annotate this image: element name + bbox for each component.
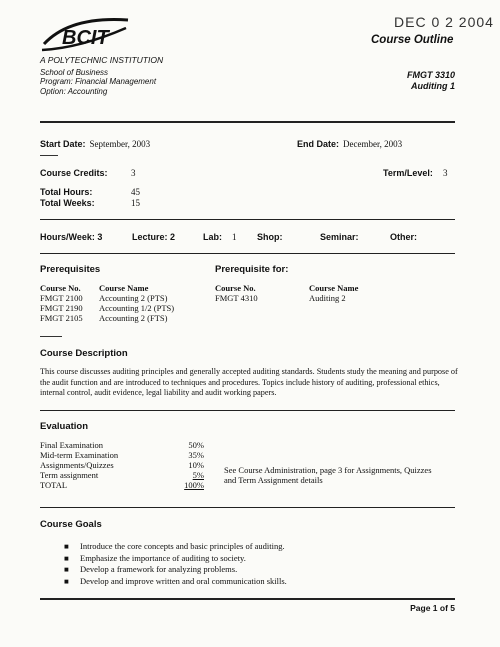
bcit-logo — [40, 14, 132, 56]
course-name-cell: Accounting 1/2 (PTS) — [99, 303, 175, 313]
goal-text: Emphasize the importance of auditing to society. — [80, 552, 246, 563]
eval-item: Assignments/Quizzes — [40, 460, 114, 470]
goals-list — [64, 541, 287, 587]
term-label: Term/Level: — [383, 168, 433, 178]
end-date-value: December, 2003 — [343, 139, 403, 149]
bullet-icon: ■ — [64, 576, 69, 586]
start-date-label: Start Date: — [40, 139, 86, 149]
table-row — [40, 460, 204, 470]
evaluation-note — [224, 465, 432, 485]
course-name: Auditing 1 — [411, 81, 455, 91]
table-header-row — [40, 283, 180, 293]
start-date-value: September, 2003 — [89, 139, 151, 149]
lab-label: Lab: — [203, 232, 222, 242]
start-date-row — [40, 134, 150, 152]
course-name-cell: Accounting 2 (FTS) — [99, 313, 168, 323]
total-hours-label: Total Hours: — [40, 187, 93, 197]
end-date-label: End Date: — [297, 139, 340, 149]
eval-item: TOTAL — [40, 480, 68, 490]
institution-tagline: A POLYTECHNIC INSTITUTION — [40, 55, 164, 65]
credits-label: Course Credits: — [40, 168, 108, 178]
course-no-cell: FMGT 2100 — [40, 293, 83, 303]
divider — [40, 598, 455, 600]
lecture-label: Lecture: 2 — [132, 232, 176, 242]
program-name: Program: Financial Management — [40, 77, 157, 86]
eval-percent: 5% — [192, 470, 204, 480]
bullet-icon: ■ — [64, 553, 69, 563]
prerequisites-title: Prerequisites — [40, 264, 101, 275]
course-name-cell: Auditing 2 — [309, 293, 346, 303]
table-row — [40, 480, 204, 490]
list-item — [64, 553, 287, 565]
eval-percent: 100% — [184, 480, 204, 490]
goal-text: Introduce the core concepts and basic principles of auditing. — [80, 541, 285, 551]
lab-value: 1 — [232, 232, 237, 242]
col-course-no: Course No. — [215, 283, 256, 293]
list-item — [64, 541, 287, 553]
divider — [40, 410, 455, 411]
prerequisites-table — [40, 283, 180, 323]
table-row — [40, 450, 204, 460]
eval-percent: 10% — [188, 460, 204, 470]
eval-percent: 35% — [188, 450, 204, 460]
divider — [40, 155, 58, 156]
description-title: Course Description — [40, 348, 128, 359]
table-row — [40, 440, 204, 450]
bullet-icon: ■ — [64, 542, 69, 551]
course-no-cell: FMGT 2190 — [40, 303, 83, 313]
list-item — [64, 576, 287, 588]
bullet-icon: ■ — [64, 565, 69, 574]
goals-title: Course Goals — [40, 519, 102, 530]
eval-item: Final Examination — [40, 440, 104, 450]
course-no-cell: FMGT 4310 — [215, 293, 258, 303]
svg-text:BCIT: BCIT — [62, 27, 109, 49]
table-row — [215, 293, 364, 303]
hours-week-label: Hours/Week: 3 — [40, 232, 103, 242]
eval-item: Term assignment — [40, 470, 99, 480]
col-course-name: Course Name — [309, 283, 359, 293]
list-item — [64, 564, 287, 576]
prerequisite-for-title: Prerequisite for: — [215, 264, 289, 275]
col-course-no: Course No. — [40, 283, 81, 293]
divider — [40, 219, 455, 220]
term-value: 3 — [443, 168, 448, 178]
table-row — [40, 303, 180, 313]
course-name-cell: Accounting 2 (PTS) — [99, 293, 168, 303]
evaluation-note-line: and Term Assignment details — [224, 475, 323, 485]
table-header-row — [215, 283, 364, 293]
total-weeks-label: Total Weeks: — [40, 198, 95, 208]
option-name: Option: Accounting — [40, 86, 108, 96]
divider — [40, 336, 62, 337]
table-row — [40, 470, 204, 480]
eval-item: Mid-term Examination — [40, 450, 119, 460]
table-row — [40, 293, 180, 303]
prerequisite-for-table — [215, 283, 364, 303]
credits-value: 3 — [131, 168, 136, 178]
evaluation-table — [40, 440, 204, 490]
seminar-label: Seminar: — [320, 232, 359, 242]
total-hours-value: 45 — [131, 187, 140, 197]
course-no-cell: FMGT 2105 — [40, 313, 83, 323]
school-name: School of Business — [40, 67, 109, 77]
document-title: Course Outline — [371, 34, 454, 46]
other-label: Other: — [390, 232, 417, 242]
institution-header — [40, 56, 163, 96]
total-weeks-value: 15 — [131, 198, 140, 208]
evaluation-note-line: See Course Administration, page 3 for Assignments, Quizzes — [224, 465, 432, 475]
eval-percent: 50% — [188, 440, 204, 450]
goal-text: Develop and improve written and oral communication skills. — [80, 575, 287, 586]
divider — [40, 507, 455, 508]
table-row — [40, 313, 180, 323]
shop-label: Shop: — [257, 232, 283, 242]
course-code: FMGT 3310 — [406, 70, 455, 80]
col-course-name: Course Name — [99, 283, 149, 293]
divider — [40, 253, 455, 254]
evaluation-title: Evaluation — [40, 421, 89, 432]
received-date-stamp: DEC 0 2 2004 — [394, 14, 494, 30]
divider — [40, 121, 455, 123]
course-description: This course discusses auditing principles and generally accepted auditing standards. Students study the meaning and purpose of the audit function and are introduced to techniques and procedures. Topics include history of auditing, professional ethics, internal control, audit evidence, legal liability and audit working papers. — [40, 367, 458, 397]
end-date-row — [297, 134, 402, 152]
goal-text: Develop a framework for analyzing problems. — [80, 564, 238, 574]
page-number: Page 1 of 5 — [410, 603, 455, 613]
